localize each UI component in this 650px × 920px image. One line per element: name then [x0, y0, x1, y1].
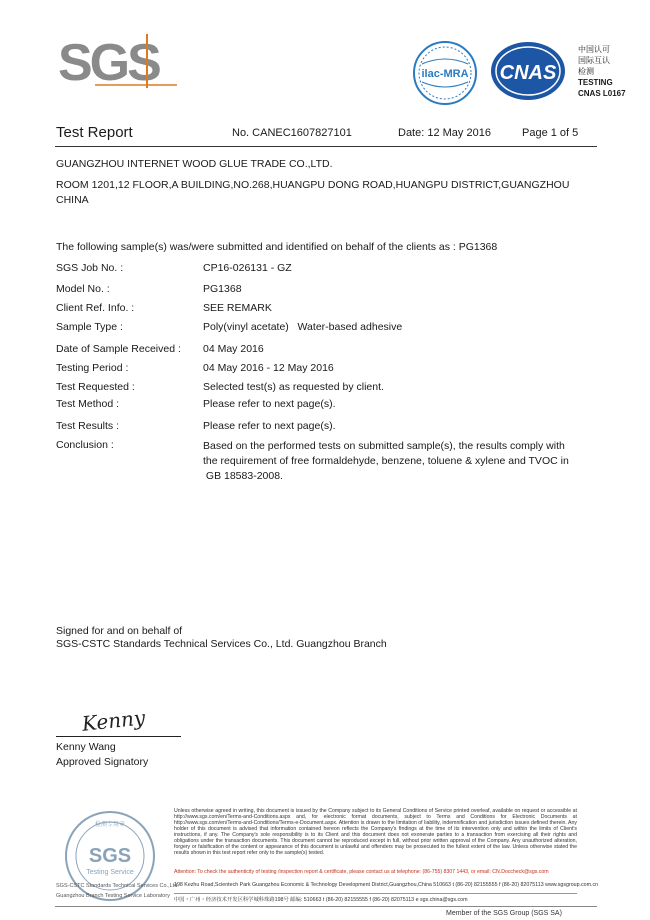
signature-line: [56, 736, 181, 737]
sgs-logo: [55, 30, 180, 90]
report-date: Date: 12 May 2016: [398, 127, 491, 139]
field-value-test-results: Please refer to next page(s).: [203, 420, 336, 432]
accreditation-line: TESTING: [578, 78, 613, 87]
signed-on-behalf: [56, 625, 387, 651]
sgs-group-membership: Member of the SGS Group (SGS SA): [446, 910, 562, 917]
field-label-test-method: Test Method :: [56, 398, 120, 410]
cnas-logo: [488, 40, 568, 102]
conclusion-text: [203, 439, 588, 484]
signatory: [56, 740, 148, 770]
signed-line: Signed for and on behalf of: [56, 625, 183, 637]
branch-label: Guangzhou Branch Testing Service Laboratory: [56, 893, 170, 899]
field-label-job-no: SGS Job No. :: [56, 262, 124, 274]
address-divider: [174, 893, 577, 894]
authenticity-notice: Attention: To check the authenticity of testing /inspection report & certificate, please contact us at telephone: (86-755) 8307 1443, or email: CN.Doccheck@sgs.com: [174, 869, 549, 875]
signature: [80, 702, 160, 738]
footer-divider: [55, 906, 597, 907]
conclusion-line: Based on the performed tests on submitted sample(s), the results comply with: [203, 440, 565, 452]
field-label-testing-period: Testing Period :: [56, 362, 129, 374]
branch-labels: [56, 881, 179, 901]
svg-text:SGS: SGS: [88, 845, 132, 867]
conclusion-line: GB 18583-2008.: [203, 470, 283, 482]
accreditation-line: 中国认可: [578, 45, 610, 54]
page-number: Page 1 of 5: [522, 127, 579, 139]
accreditation-line: 检测: [578, 67, 594, 76]
field-value-date-received: 04 May 2016: [203, 343, 264, 355]
report-number: No. CANEC1607827101: [232, 127, 352, 139]
field-value-test-requested: Selected test(s) as requested by client.: [203, 381, 384, 393]
field-value-client-ref: SEE REMARK: [203, 302, 272, 314]
header-divider: [55, 146, 597, 147]
branch-label: SGS-CSTC Standards Technical Services Co.,Ltd.: [56, 883, 179, 889]
ilac-mra-logo: [412, 40, 478, 106]
field-label-test-results: Test Results :: [56, 420, 120, 432]
report-title: Test Report: [56, 124, 133, 141]
svg-text:Testing Service: Testing Service: [86, 869, 134, 876]
accreditation-block: [578, 44, 626, 99]
field-label-model-no: Model No. :: [56, 283, 110, 295]
signatory-name: Kenny Wang: [56, 741, 116, 753]
field-value-model-no: PG1368: [203, 283, 242, 295]
field-value-job-no: CP16-026131 - GZ: [203, 262, 292, 274]
field-value-testing-period: 04 May 2016 - 12 May 2016: [203, 362, 334, 374]
svg-text:CNAS: CNAS: [499, 62, 557, 84]
accreditation-code: CNAS L0167: [578, 89, 626, 98]
field-label-client-ref: Client Ref. Info. :: [56, 302, 135, 314]
svg-text:Kenny: Kenny: [80, 705, 147, 736]
conclusion-line: the requirement of free formaldehyde, benzene, toluene & xylene and TVOC in: [203, 455, 569, 467]
client-name: GUANGZHOU INTERNET WOOD GLUE TRADE CO.,LTD.: [56, 158, 333, 170]
signatory-title: Approved Signatory: [56, 756, 149, 768]
field-value-sample-type: Poly(vinyl acetate) Water-based adhesive: [203, 321, 403, 333]
accreditation-line: 国际互认: [578, 56, 610, 65]
conclusion-label: Conclusion :: [56, 439, 114, 451]
address-english: 198 Kezhu Road,Scientech Park Guangzhou Economic & Technology Development District,Guangzhou,China 510663 t (86-20) 82155555 f (86-20) 82075113 www.sgsgroup.com.cn: [174, 882, 599, 888]
address-chinese: 中国・广州・经济技术开发区科学城科珠路198号 邮编: 510663 t (86-20) 82155555 f (86-20) 82075113 e sgs.china@sgs.com: [174, 897, 468, 903]
client-address: ROOM 1201,12 FLOOR,A BUILDING,NO.268,HUANGPU DONG ROAD,HUANGPU DISTRICT,GUANGZHOU CHINA: [56, 179, 570, 206]
svg-text:检测专用章: 检测专用章: [94, 821, 126, 828]
field-label-date-received: Date of Sample Received :: [56, 343, 181, 355]
disclaimer-text: Unless otherwise agreed in writing, this document is issued by the Company subject to its General Conditions of Service printed overleaf, available on request or accessible at http://www.sgs.com/en/Terms-and-Conditions.aspx and, for electronic format documents, subject to Terms and Conditions for Electronic Documents at http://www.sgs.com/en/Terms-and-Conditions/Terms-e-Document.aspx. Attention is drawn to the limitation of liability, indemnification and jurisdiction issues defined therein. Any holder of this document is advised that information contained hereon reflects the Company's findings at the time of its intervention only and within the limits of Client's instructions, if any. The Company's sole responsibility is to its Client and this document does not exonerate parties to a transaction from exercising all their rights and obligations under the transaction documents. This document cannot be reproduced except in full, without prior written approval of the Company. Any unauthorized alteration, forgery or falsification of the content or appearance of this document is unlawful and offenders may be prosecuted to the fullest extent of the law. Unless otherwise stated the results shown in this test report refer only to the sample(s) tested.: [174, 808, 577, 856]
svg-text:ilac-MRA: ilac-MRA: [421, 68, 469, 80]
field-value-test-method: Please refer to next page(s).: [203, 398, 336, 410]
svg-text:SGS: SGS: [58, 34, 159, 90]
company-name: SGS-CSTC Standards Technical Services Co., Ltd. Guangzhou Branch: [56, 638, 387, 650]
field-label-test-requested: Test Requested :: [56, 381, 135, 393]
field-label-sample-type: Sample Type :: [56, 321, 123, 333]
intro-statement: The following sample(s) was/were submitted and identified on behalf of the clients as : PG1368: [56, 241, 498, 253]
